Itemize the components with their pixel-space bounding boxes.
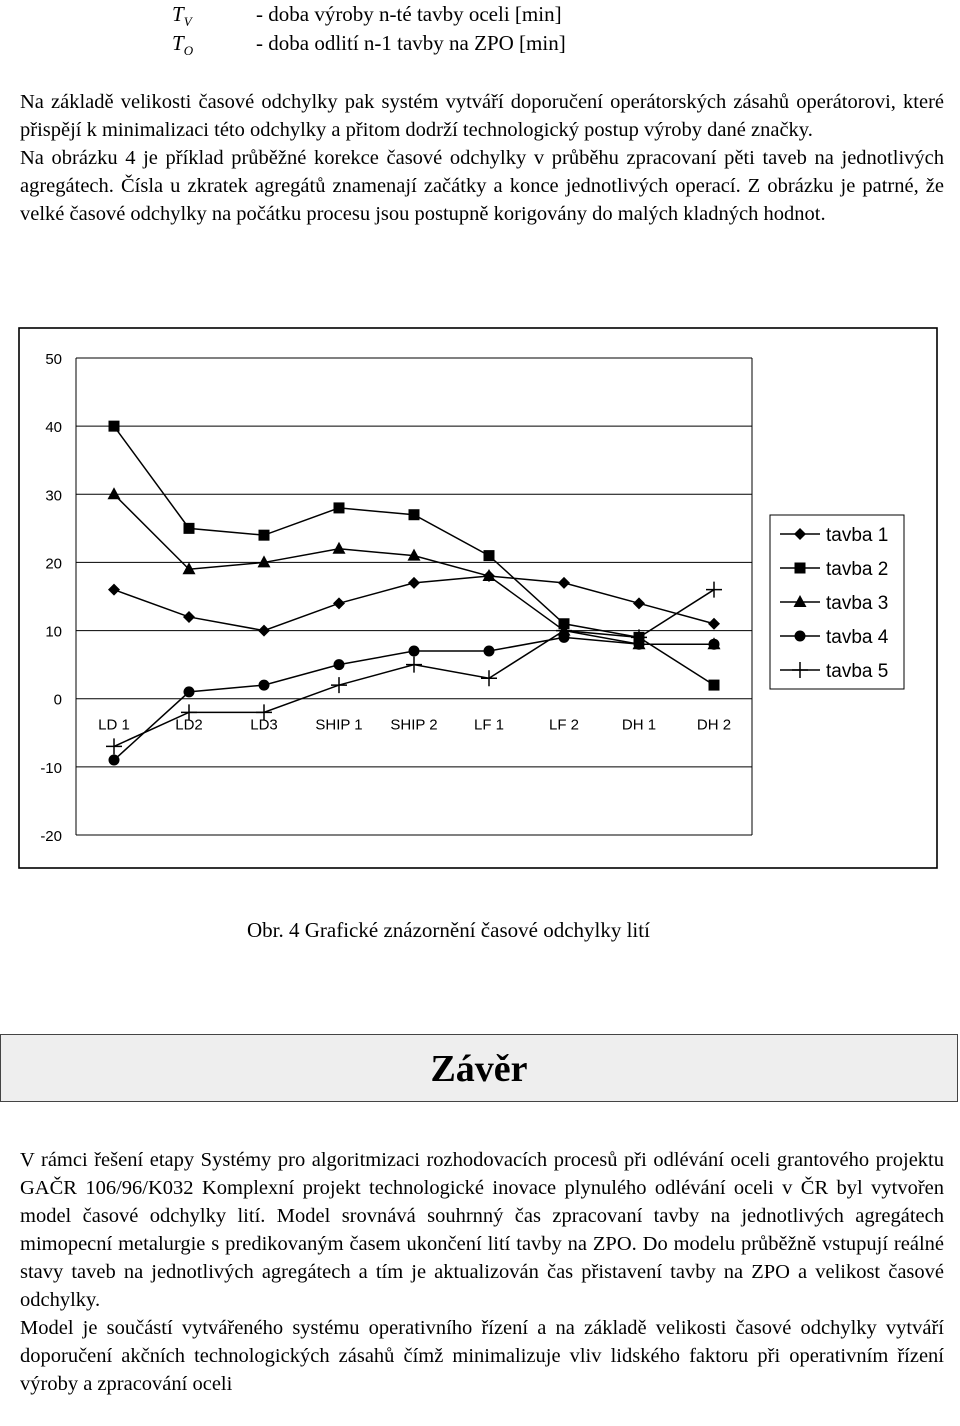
data-point [409,509,420,520]
data-point [709,639,720,650]
data-point [184,523,195,534]
conclusion-paragraph-1: V rámci řešení etapy Systémy pro algoritmizaci rozhodovacích procesů při odlévání oceli grantového projektu GAČR 106/96/K032 Komplexní projekt technologické inovace plynulého odlévání oceli v ČR byl vytvořen model časové odchylky lití. Model srovnává souhrnný čas zpracovaní tavby na jednotlivých agregátech mimopecní metalurgie s predikovaným časem ukončení lití tavby na ZPO. Do modelu průběžně vstupují reálné stavy taveb na jednotlivých agregátech a tím je aktualizován čas přistavení tavby na ZPO a velikost časové odchylky. [20,1149,944,1311]
data-point [259,530,270,541]
x-tick-label: LF 2 [548,716,580,734]
y-tick-label: 20 [45,555,62,573]
data-point [484,646,495,657]
definition-list [172,0,732,58]
data-point [109,421,120,432]
data-point [795,563,806,574]
definition-text: - doba výroby n-té tavby oceli [min] [256,2,562,26]
data-point [184,686,195,697]
data-point [484,550,495,561]
section-heading-box [0,1034,958,1102]
y-tick-label: 50 [45,351,62,368]
legend-label: tavba 4 [826,627,889,648]
legend-label: tavba 3 [826,593,889,614]
x-tick-label: DH 1 [621,716,657,734]
data-point [259,680,270,691]
x-tick-label: SHIP 1 [315,716,363,734]
symbol-tv: $T_V$ [172,2,192,30]
definition-text: - doba odlití n-1 tavby na ZPO [min] [256,31,566,55]
y-tick-label: -10 [40,759,62,777]
data-point [109,755,120,766]
legend-label: tavba 5 [826,661,889,682]
section-heading: Závěr [430,1048,528,1090]
x-tick-label: DH 2 [696,716,732,734]
x-tick-label: LD 1 [98,716,130,734]
data-point [795,631,806,642]
y-tick-label: 0 [53,691,62,709]
y-tick-label: 30 [45,487,62,505]
intro-paragraph-1: Na základě velikosti časové odchylky pak systém vytváří doporučení operátorských zásahů operátorovi, které přispějí k minimalizaci této odchylky a přitom dodrží technologický postup výroby dané značky. [20,91,944,141]
x-tick-label: LD3 [250,716,278,734]
definition-row [172,0,732,29]
y-tick-label: 40 [45,419,62,437]
x-tick-label: LF 1 [473,716,505,734]
legend-label: tavba 1 [826,525,889,546]
data-point [709,680,720,691]
legend-label: tavba 2 [826,559,889,580]
data-point [334,659,345,670]
x-tick-label: LD2 [175,716,203,734]
y-tick-label: 10 [45,623,62,641]
symbol-to: $T_O$ [172,31,194,59]
y-tick-label: -20 [40,828,62,845]
definition-row [172,29,732,58]
intro-paragraph-2: Na obrázku 4 je příklad průběžné korekce časové odchylky v průběhu zpracovaní pěti taveb na jednotlivých agregátech. Čísla u zkratek agregátů znamenají začátky a konce jednotlivých operací. Z obrázku je patrné, že velké časové odchylky na počátku procesu jsou postupně korigovány do malých kladných hodnot. [20,147,944,225]
data-point [334,502,345,513]
data-point [409,646,420,657]
time-deviation-chart [0,326,960,870]
figure-caption: Obr. 4 Grafické znázornění časové odchylky lití [247,918,650,942]
conclusion-text [20,1146,944,1398]
intro-text [20,88,944,228]
x-tick-label: SHIP 2 [390,716,438,734]
conclusion-paragraph-2: Model je součástí vytvářeného systému operativního řízení a na základě velikosti časové odchylky vytváří doporučení akčních technologických zásahů čímž minimalizuje vliv lidského faktoru při operativním řízení výroby a zpracování oceli [20,1317,944,1395]
